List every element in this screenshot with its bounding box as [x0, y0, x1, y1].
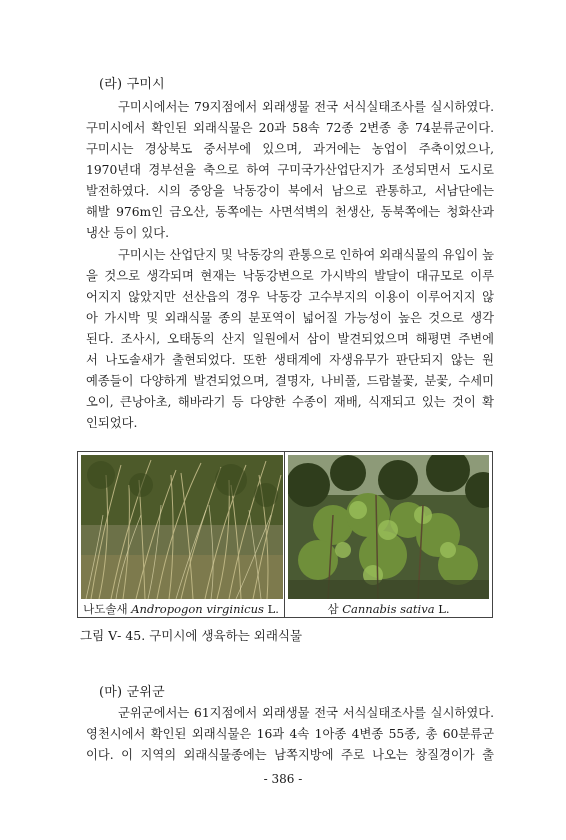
photo-andropogon-virginicus: [81, 455, 283, 599]
text-line: 이다. 이 지역의 외래식물종에는 남쪽지방에 주로 나오는 창질경이가 출: [86, 748, 494, 762]
section-heading-gumi: (라) 구미시: [99, 77, 165, 92]
text-line: 냉산 등이 있다.: [86, 226, 169, 240]
text-line: 아 가시박 및 외래식물 종의 분포역이 넓어질 가능성이 높은 것으로 생각: [86, 311, 494, 325]
page-number: - 386 -: [263, 772, 303, 786]
text-line: 서 나도솔새가 출현되었다. 또한 생태계에 자생유무가 판단되지 않는 원: [86, 353, 494, 367]
text-line: 영천시에서 확인된 외래식물은 16과 4속 1아종 4변종 55종, 총 60분류군: [86, 727, 494, 741]
caption-divider: [284, 452, 285, 617]
text-line: 구미시는 경상북도 중서부에 있으며, 과거에는 농업이 주축이었으나,: [86, 142, 494, 156]
caption-scientific-name: Cannabis sativa: [342, 602, 435, 616]
text-line: 예종들이 다양하게 발견되었으며, 결명자, 나비풀, 드람불꽃, 분꽃, 수세미: [86, 374, 494, 388]
text-line: 된다. 조사시, 오태동의 산지 일원에서 삼이 발견되었으며 해평면 주변에: [86, 332, 494, 346]
figure-photo-panel: [77, 451, 493, 618]
caption-scientific-name: Andropogon virginicus: [131, 602, 264, 616]
text-line: 구미시에서 확인된 외래식물은 20과 58속 72종 2변종 총 74분류군이다.: [86, 121, 494, 135]
text-line: 어지지 않았지만 선산읍의 경우 낙동강 고수부지의 이용이 이루어지지 않: [86, 290, 494, 304]
text-line: 1970년대 경부선을 축으로 하여 구미국가산업단지가 조성되면서 도시로: [86, 163, 494, 177]
text-line: 발전하였다. 시의 중앙을 낙동강이 북에서 남으로 관통하고, 서남단에는: [86, 184, 494, 198]
paragraph-gumi-alien-plants: [86, 245, 494, 434]
text-line: 을 것으로 생각되며 현재는 낙동강변으로 가시박의 발달이 대규모로 이루: [86, 269, 494, 283]
figure-title: 그림 Ⅴ- 45. 구미시에 생육하는 외래식물: [80, 628, 303, 643]
caption-korean-name: 삼: [327, 602, 339, 616]
photo-caption-andropogon: [78, 601, 284, 617]
section-heading-gunwi: (마) 군위군: [99, 685, 165, 700]
grass-photo-illustration: [81, 455, 283, 599]
text-line: 해발 976m인 금오산, 동쪽에는 사면석벽의 천생산, 동북쪽에는 청화산과: [86, 205, 494, 219]
caption-author: L.: [267, 602, 279, 616]
paragraph-gunwi-overview: [86, 703, 494, 766]
text-line: 인되었다.: [86, 416, 138, 430]
paragraph-gumi-overview: [86, 97, 494, 244]
text-line: 구미시는 산업단지 및 낙동강의 관통으로 인하여 외래식물의 유입이 높: [118, 248, 494, 262]
caption-author: L.: [438, 602, 450, 616]
text-line: 군위군에서는 61지점에서 외래생물 전국 서식실태조사를 실시하였다.: [118, 706, 494, 720]
hemp-photo-illustration: [288, 455, 489, 599]
text-line: 구미시에서는 79지점에서 외래생물 전국 서식실태조사를 실시하였다.: [118, 100, 494, 114]
text-line: 오이, 큰낭아초, 해바라기 등 다양한 수종이 재배, 식재되고 있는 것이 확: [86, 395, 494, 409]
photo-caption-cannabis: [285, 601, 492, 617]
caption-korean-name: 나도솔새: [83, 602, 128, 616]
photo-cannabis-sativa: [288, 455, 489, 599]
